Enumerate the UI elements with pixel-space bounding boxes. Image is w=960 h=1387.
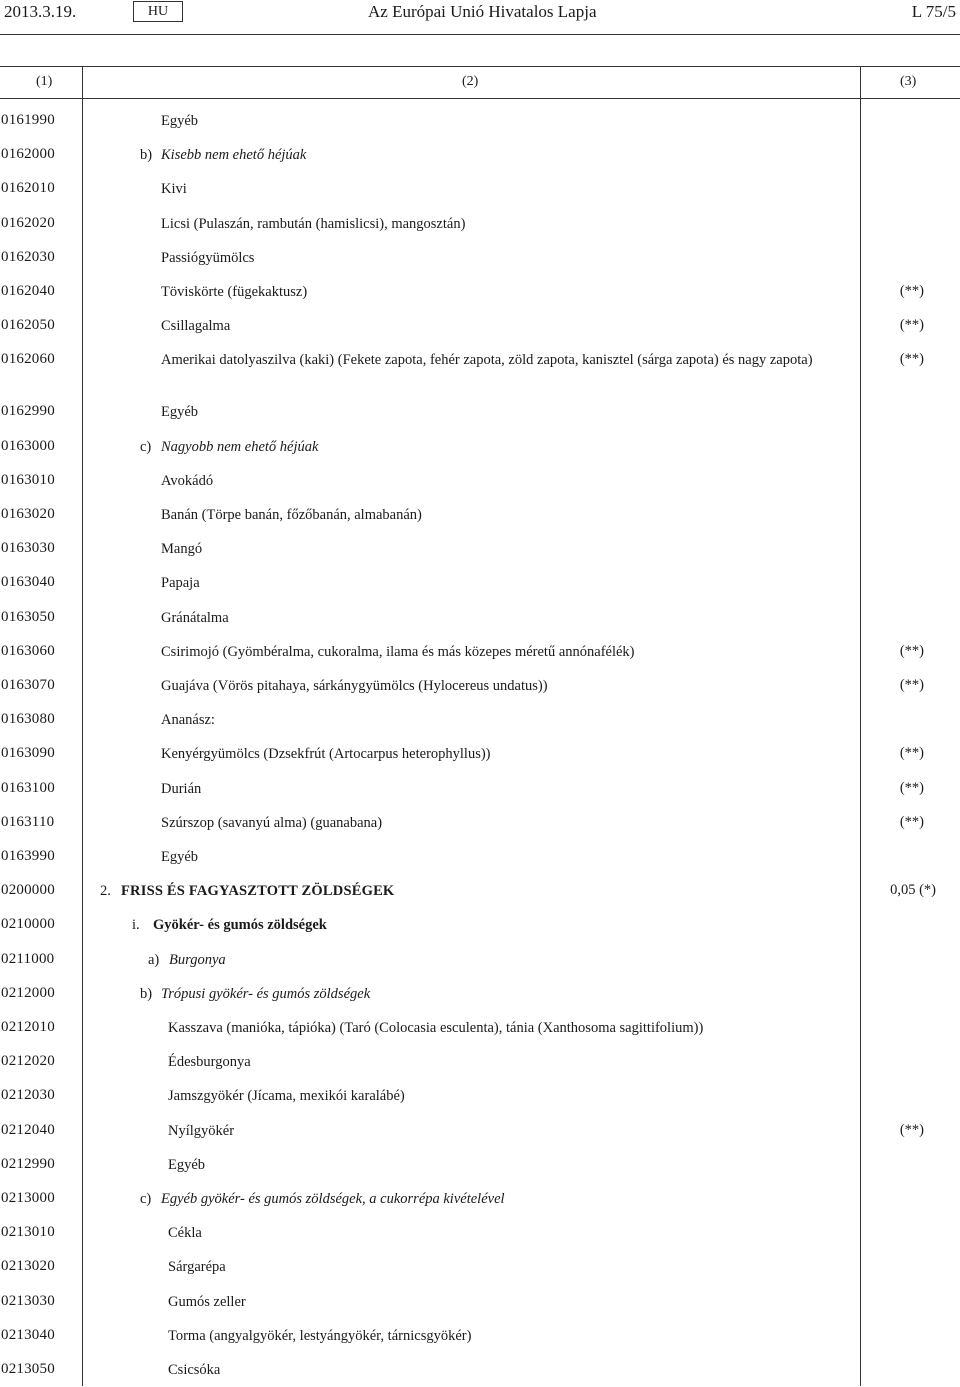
row-code: 0200000 xyxy=(1,882,55,899)
row-code: 0162040 xyxy=(1,283,55,299)
row-code: 0162020 xyxy=(1,214,55,231)
row-text: Egyéb xyxy=(168,1156,206,1173)
row-code: 0162030 xyxy=(1,248,55,265)
table-row xyxy=(0,395,960,429)
row-description xyxy=(148,951,850,969)
table-row xyxy=(0,532,960,566)
row-code: 0213050 xyxy=(1,1361,55,1377)
row-text: FRISS ÉS FAGYASZTOTT ZÖLDSÉGEK xyxy=(121,883,395,900)
table-row xyxy=(0,1011,960,1045)
row-text: Egyéb xyxy=(161,849,199,865)
row-code: 0163050 xyxy=(1,608,55,625)
table-row xyxy=(0,874,960,908)
row-code: 0162010 xyxy=(1,180,55,197)
row-code: 0163030 xyxy=(1,540,55,557)
row-text: Ananász: xyxy=(161,712,215,729)
row-note: (**) xyxy=(899,779,924,796)
row-code: 0213020 xyxy=(1,1258,55,1275)
row-code: 0163060 xyxy=(1,642,55,659)
row-description xyxy=(168,1019,850,1037)
row-note: (**) xyxy=(899,1121,924,1138)
row-code: 0163090 xyxy=(1,745,55,762)
row-note: (**) xyxy=(899,813,924,830)
row-description xyxy=(132,916,850,934)
table-row xyxy=(0,172,960,206)
row-text: Durián xyxy=(161,780,202,797)
table-row xyxy=(0,207,960,241)
row-description xyxy=(161,249,850,267)
row-description xyxy=(161,814,850,832)
table-row xyxy=(0,1148,960,1182)
table-row xyxy=(0,737,960,771)
row-description xyxy=(161,745,850,763)
row-text: Burgonya xyxy=(169,951,226,968)
row-note: (**) xyxy=(899,283,924,299)
row-text: Szúrszop (savanyú alma) (guanabana) xyxy=(161,814,383,831)
table-row xyxy=(0,104,960,138)
row-code: 0162050 xyxy=(1,317,55,334)
table-row xyxy=(0,430,960,464)
row-note: (**) xyxy=(899,351,924,368)
row-description xyxy=(168,1156,850,1174)
row-code: 0213000 xyxy=(1,1190,55,1206)
row-text: Guajáva (Vörös pitahaya, sárkánygyümölcs (Hylocereus undatus)) xyxy=(161,678,548,694)
row-code: 0163010 xyxy=(1,471,55,488)
column-header-2: (2) xyxy=(462,74,479,89)
table-row xyxy=(0,806,960,840)
row-description xyxy=(161,848,850,866)
row-description xyxy=(168,1258,850,1276)
table-row xyxy=(0,275,960,309)
row-description xyxy=(161,780,850,798)
row-code: 0212040 xyxy=(1,1121,55,1138)
table-row xyxy=(0,138,960,172)
row-code: 0212000 xyxy=(1,984,55,1001)
table-row xyxy=(0,1285,960,1319)
row-text: Kasszava (manióka, tápióka) (Taró (Colocasia esculenta), tánia (Xanthosoma sagittifolium)) xyxy=(168,1020,704,1036)
table-row xyxy=(0,1045,960,1079)
row-code: 0163110 xyxy=(1,813,55,830)
row-text: Mangó xyxy=(161,541,203,558)
row-text: Trópusi gyökér- és gumós zöldségek xyxy=(161,985,371,1002)
row-code: 0213040 xyxy=(1,1326,55,1343)
row-description xyxy=(161,112,850,130)
row-code: 0162000 xyxy=(1,146,55,163)
row-code: 0163070 xyxy=(1,677,55,693)
row-description xyxy=(168,1361,850,1379)
table-row xyxy=(0,943,960,977)
page-header xyxy=(0,0,960,34)
row-description xyxy=(161,180,850,198)
row-text: Passiógyümölcs xyxy=(161,249,255,266)
row-description xyxy=(161,215,850,233)
row-text: Amerikai datolyaszilva (kaki) (Fekete zapota, fehér zapota, zöld zapota, kanisztel (sárga zapota) és nagy zapota) xyxy=(161,352,813,369)
row-text: Csirimojó (Gyömbéralma, cukoralma, ilama és más közepes méretű annónafélék) xyxy=(161,643,635,660)
row-description xyxy=(168,1224,850,1242)
table-row xyxy=(0,498,960,532)
table-row xyxy=(0,464,960,498)
row-description xyxy=(161,472,850,490)
residue-table xyxy=(0,66,960,1386)
row-code: 0212990 xyxy=(1,1155,55,1172)
column-header-1: (1) xyxy=(36,74,53,89)
row-text: Töviskörte (fügekaktusz) xyxy=(161,284,308,300)
row-description xyxy=(168,1122,850,1140)
row-code: 0163020 xyxy=(1,506,55,522)
row-description xyxy=(100,882,850,900)
row-code: 0163040 xyxy=(1,574,55,591)
row-code: 0162060 xyxy=(1,351,55,368)
table-row xyxy=(0,566,960,600)
row-description xyxy=(140,438,850,456)
row-marker: a) xyxy=(148,951,160,968)
table-row xyxy=(0,977,960,1011)
row-code: 0212010 xyxy=(1,1019,55,1035)
row-description xyxy=(140,1190,850,1208)
table-row xyxy=(0,343,960,395)
row-marker: b) xyxy=(140,147,153,164)
table-row xyxy=(0,309,960,343)
row-marker: 2. xyxy=(100,883,111,900)
row-marker: i. xyxy=(132,917,140,934)
journal-title: Az Európai Unió Hivatalos Lapja xyxy=(368,2,597,21)
row-marker: c) xyxy=(140,438,152,455)
row-text: Egyéb gyökér- és gumós zöldségek, a cukorrépa kivételével xyxy=(161,1191,505,1207)
row-description xyxy=(161,403,850,421)
row-description xyxy=(161,677,850,695)
row-note: (**) xyxy=(899,745,924,762)
page-reference: L 75/5 xyxy=(911,2,956,21)
row-text: Kenyérgyümölcs (Dzsekfrút (Artocarpus heterophyllus)) xyxy=(161,746,491,763)
header-row-border xyxy=(0,98,960,99)
table-row xyxy=(0,908,960,942)
row-note: 0,05 (*) xyxy=(890,882,936,899)
table-row xyxy=(0,1114,960,1148)
row-text: Egyéb xyxy=(161,113,199,129)
row-text: Csillagalma xyxy=(161,318,231,335)
row-text: Torma (angyalgyökér, lestyángyökér, tárnicsgyökér) xyxy=(168,1327,472,1344)
table-row xyxy=(0,772,960,806)
table-row xyxy=(0,1353,960,1387)
row-description xyxy=(140,985,850,1003)
header-rule xyxy=(0,34,960,35)
row-text: Licsi (Pulaszán, rambután (hamislicsi), mangosztán) xyxy=(161,215,466,232)
row-code: 0161990 xyxy=(1,112,55,128)
row-description xyxy=(140,146,850,164)
table-row xyxy=(0,669,960,703)
row-code: 0163080 xyxy=(1,711,55,728)
row-text: Kisebb nem ehető héjúak xyxy=(161,147,307,164)
table-row xyxy=(0,635,960,669)
row-description xyxy=(161,506,850,524)
row-text: Banán (Törpe banán, főzőbanán, almabanán) xyxy=(161,507,422,523)
row-note: (**) xyxy=(899,642,924,659)
row-description xyxy=(161,711,850,729)
row-marker: c) xyxy=(140,1191,152,1207)
table-row xyxy=(0,241,960,275)
row-description xyxy=(161,643,850,661)
row-code: 0163990 xyxy=(1,848,55,864)
row-code: 0211000 xyxy=(1,950,55,967)
table-row xyxy=(0,1216,960,1250)
table-row xyxy=(0,1250,960,1284)
row-description xyxy=(161,574,850,592)
row-description xyxy=(168,1327,850,1345)
column-header-3: (3) xyxy=(900,74,917,89)
table-row xyxy=(0,601,960,635)
row-description xyxy=(161,540,850,558)
row-description xyxy=(168,1053,850,1071)
table-row xyxy=(0,1182,960,1216)
row-description xyxy=(161,609,850,627)
row-marker: b) xyxy=(140,985,153,1002)
row-code: 0213030 xyxy=(1,1292,55,1309)
row-text: Kivi xyxy=(161,181,187,198)
row-text: Édesburgonya xyxy=(168,1054,251,1071)
publication-date: 2013.3.19. xyxy=(4,2,77,21)
row-code: 0212030 xyxy=(1,1087,55,1104)
row-note: (**) xyxy=(899,317,924,334)
row-text: Gyökér- és gumós zöldségek xyxy=(153,917,327,934)
row-code: 0213010 xyxy=(1,1224,55,1241)
row-code: 0212020 xyxy=(1,1053,55,1070)
row-text: Cékla xyxy=(168,1225,202,1242)
row-description xyxy=(161,317,850,335)
row-text: Nagyobb nem ehető héjúak xyxy=(161,438,319,455)
language-badge: HU xyxy=(133,1,183,22)
row-text: Gránátalma xyxy=(161,609,229,626)
row-text: Jamszgyökér (Jícama, mexikói karalábé) xyxy=(168,1088,405,1105)
row-description xyxy=(168,1087,850,1105)
row-description xyxy=(161,351,850,369)
row-text: Csicsóka xyxy=(168,1362,221,1378)
table-row xyxy=(0,1319,960,1353)
table-top-border xyxy=(0,66,960,67)
table-row xyxy=(0,840,960,874)
row-text: Avokádó xyxy=(161,472,214,489)
row-note: (**) xyxy=(899,677,924,693)
row-text: Gumós zeller xyxy=(168,1293,246,1310)
table-row xyxy=(0,1079,960,1113)
row-description xyxy=(168,1293,850,1311)
row-code: 0163100 xyxy=(1,779,55,796)
row-code: 0162990 xyxy=(1,403,55,420)
row-code: 0210000 xyxy=(1,916,55,933)
row-text: Papaja xyxy=(161,575,200,592)
row-code: 0163000 xyxy=(1,437,55,454)
table-row xyxy=(0,703,960,737)
row-text: Nyílgyökér xyxy=(168,1122,235,1139)
row-text: Egyéb xyxy=(161,404,199,421)
row-text: Sárgarépa xyxy=(168,1259,226,1276)
row-description xyxy=(161,283,850,301)
